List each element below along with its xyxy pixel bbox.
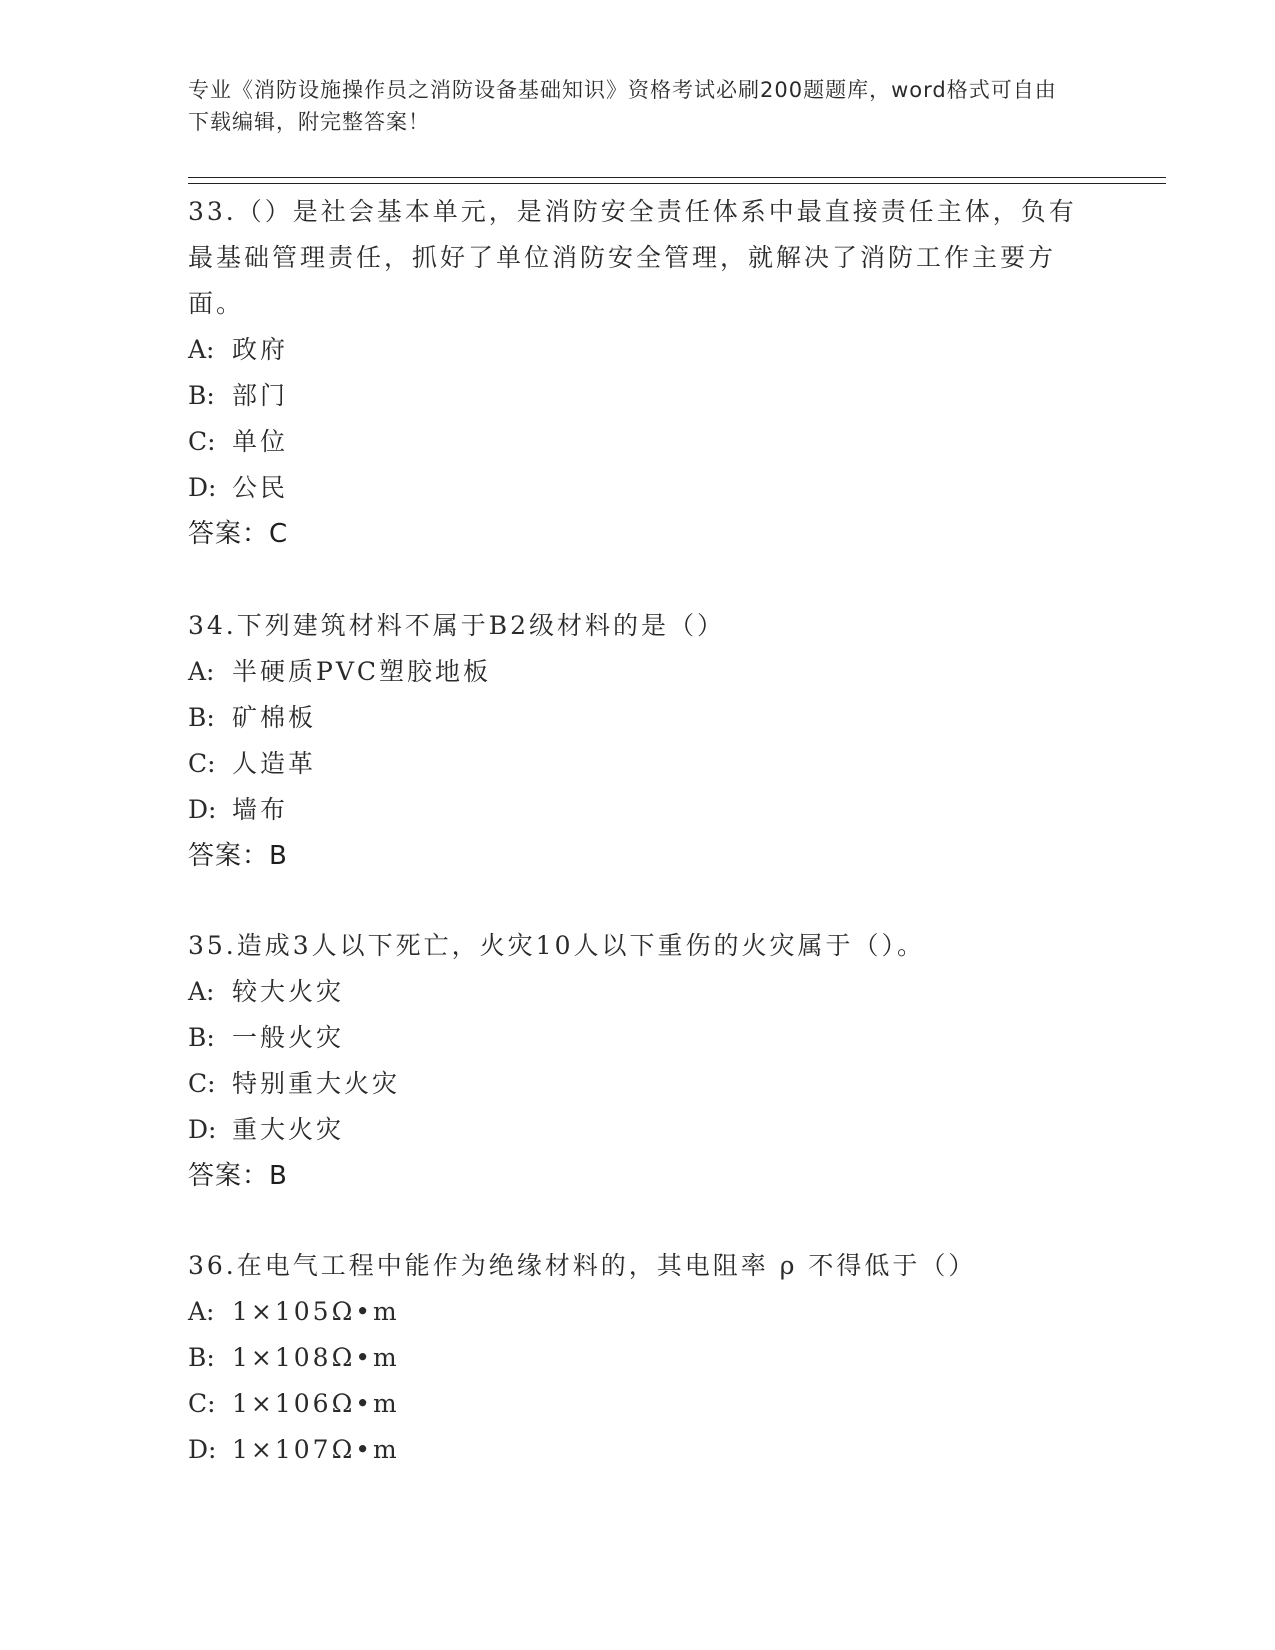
option-d bbox=[188, 787, 1088, 833]
question-stem: 36.在电气工程中能作为绝缘材料的，其电阻率 ρ 不得低于（） bbox=[188, 1251, 977, 1280]
option-text: 一般火灾 bbox=[232, 1023, 345, 1052]
question-33 bbox=[188, 189, 1088, 557]
option-b bbox=[188, 373, 1088, 419]
option-text: 1×105Ω•m bbox=[232, 1297, 400, 1326]
option-d bbox=[188, 465, 1088, 511]
header-divider-top bbox=[188, 177, 1166, 178]
option-text: 特别重大火灾 bbox=[232, 1069, 401, 1098]
question-36 bbox=[188, 1243, 1088, 1473]
option-a bbox=[188, 969, 1088, 1015]
option-text: 部门 bbox=[232, 381, 289, 410]
option-label: D: bbox=[188, 795, 217, 824]
answer: 答案：B bbox=[188, 841, 288, 871]
option-text: 1×107Ω•m bbox=[232, 1435, 400, 1464]
option-text: 半硬质PVC塑胶地板 bbox=[232, 657, 492, 686]
option-text: 重大火灾 bbox=[232, 1115, 345, 1144]
option-label: A: bbox=[188, 977, 215, 1006]
question-stem: 35.造成3人以下死亡，火灾10人以下重伤的火灾属于（）。 bbox=[188, 931, 925, 960]
answer: 答案：C bbox=[188, 519, 289, 549]
option-text: 政府 bbox=[232, 335, 289, 364]
option-text: 1×106Ω•m bbox=[232, 1389, 400, 1418]
option-label: C: bbox=[188, 427, 216, 456]
option-label: D: bbox=[188, 473, 217, 502]
option-a bbox=[188, 1289, 1088, 1335]
option-c bbox=[188, 419, 1088, 465]
document-header: 专业《消防设施操作员之消防设备基础知识》资格考试必刷200题题库，word格式可自由下载编辑，附完整答案！ bbox=[188, 78, 1057, 134]
option-text: 单位 bbox=[232, 427, 289, 456]
option-label: A: bbox=[188, 1297, 215, 1326]
option-a bbox=[188, 327, 1088, 373]
option-c bbox=[188, 1061, 1088, 1107]
option-d bbox=[188, 1427, 1088, 1473]
answer: 答案：B bbox=[188, 1161, 288, 1191]
option-b bbox=[188, 1015, 1088, 1061]
option-label: B: bbox=[188, 381, 215, 410]
option-text: 较大火灾 bbox=[232, 977, 345, 1006]
option-label: B: bbox=[188, 1343, 215, 1372]
option-label: C: bbox=[188, 1389, 216, 1418]
option-a bbox=[188, 649, 1088, 695]
header-divider-bottom bbox=[188, 183, 1166, 184]
option-text: 1×108Ω•m bbox=[232, 1343, 400, 1372]
option-b bbox=[188, 1335, 1088, 1381]
option-text: 公民 bbox=[232, 473, 289, 502]
question-35 bbox=[188, 923, 1088, 1199]
question-stem: 34.下列建筑材料不属于B2级材料的是（） bbox=[188, 611, 726, 640]
option-label: A: bbox=[188, 657, 215, 686]
option-c bbox=[188, 741, 1088, 787]
option-d bbox=[188, 1107, 1088, 1153]
option-label: C: bbox=[188, 749, 216, 778]
option-b bbox=[188, 695, 1088, 741]
option-text: 人造革 bbox=[232, 749, 317, 778]
question-34 bbox=[188, 603, 1088, 879]
option-text: 墙布 bbox=[232, 795, 289, 824]
option-c bbox=[188, 1381, 1088, 1427]
option-label: B: bbox=[188, 1023, 215, 1052]
option-label: D: bbox=[188, 1115, 217, 1144]
option-text: 矿棉板 bbox=[232, 703, 317, 732]
option-label: D: bbox=[188, 1435, 217, 1464]
option-label: B: bbox=[188, 703, 215, 732]
option-label: C: bbox=[188, 1069, 216, 1098]
option-label: A: bbox=[188, 335, 215, 364]
question-stem: 33.（）是社会基本单元，是消防安全责任体系中最直接责任主体，负有最基础管理责任，抓好了单位消防安全管理，就解决了消防工作主要方面。 bbox=[188, 197, 1077, 318]
